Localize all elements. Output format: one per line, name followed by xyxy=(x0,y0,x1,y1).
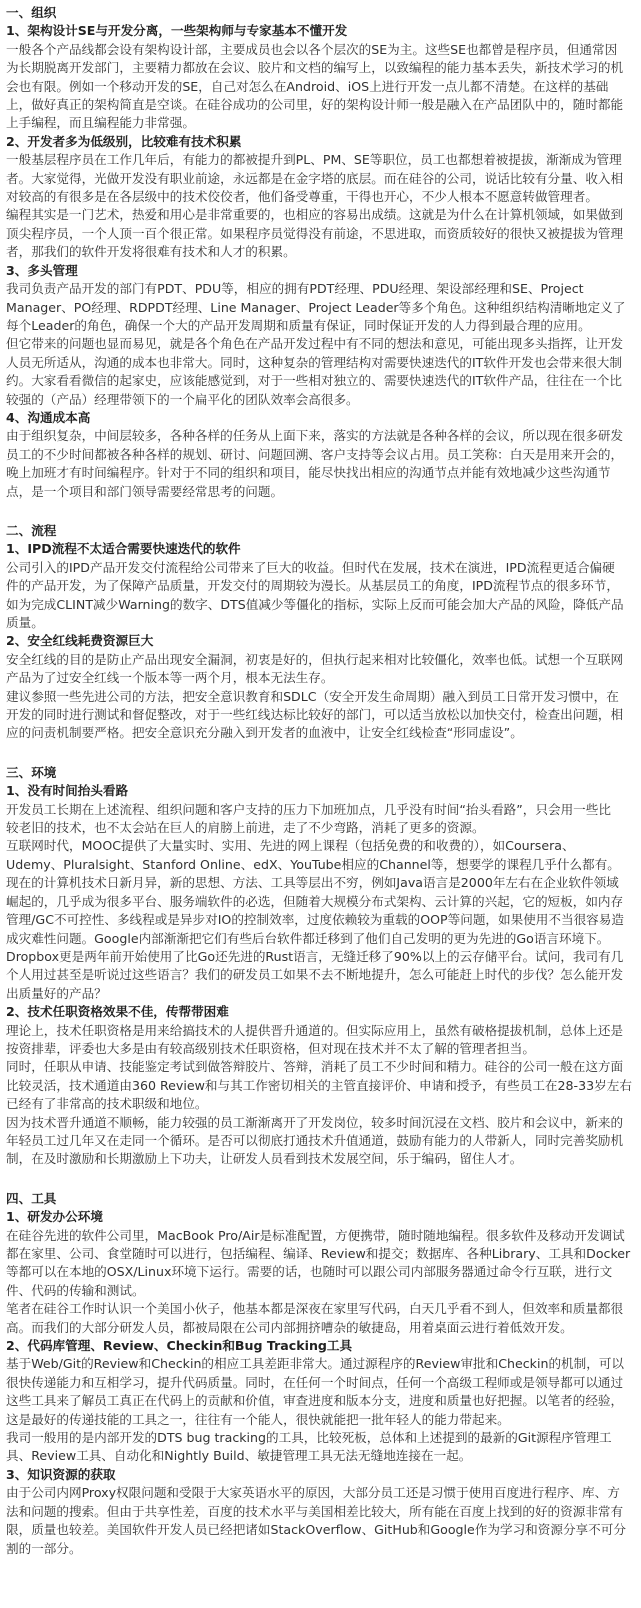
paragraph-line: 同时，任职从申请、技能鉴定考试到做答辩胶片、答辩，消耗了员工不少时间和精力。硅谷的公司一般在这方面 xyxy=(6,1059,624,1075)
paragraph-line: 成灾难性问题。Google内部渐渐把它们有些后台软件都迁移到了他们自己发明的更为先进的Go语言环境下。 xyxy=(6,930,610,946)
paragraph-line: 较强的（产品）经理带领下的一个扁平化的团队效率会高很多。 xyxy=(6,391,359,407)
paragraph-line: 在硅谷先进的软件公司里，MacBook Pro/Air是标准配置，方便携带，随时随地编程。很多软件及移动开发调试 xyxy=(6,1227,625,1243)
paragraph-line: 这是最好的传递技能的工具之一，往往有一个能人，很快就能把一批年轻人的能力带起来。 xyxy=(6,1411,510,1427)
paragraph-line: 公司引入的IPD产品开发交付流程给公司带来了巨大的收益。但时代在发展，技术在演进，IPD流程更适合偏硬 xyxy=(6,559,615,575)
paragraph-line: 崛起的，几乎成为很多平台、服务端软件的必选，但随着大规模分布式架构、云计算的兴起，它的短板，如内存 xyxy=(6,893,624,909)
subsection-heading: 2、安全红线耗费资源巨大 xyxy=(6,633,154,649)
paragraph-line: 晚上加班才有时间编程序。针对于不同的组织和项目，能尽快找出相应的沟通节点并能有效地减少这些沟通节 xyxy=(6,465,611,481)
paragraph-line: 笔者在硅谷工作时认识一个美国小伙子，他基本都是深夜在家里写代码，白天几乎看不到人，但效率和质量都很 xyxy=(6,1301,624,1317)
paragraph-line: 一般各个产品线都会设有架构设计部，主要成员也会以各个层次的SE为主。这些SE也都曾是程序员，但通常因 xyxy=(6,41,618,57)
section-title: 一、组织 xyxy=(6,5,57,20)
paragraph-line: 都在家里、公司、食堂随时可以进行，包括编程、编译、Review和提交；数据库、各种Library、工具和Docker xyxy=(6,1246,631,1261)
subsection-heading: 4、沟通成本高 xyxy=(6,409,91,425)
paragraph-line: 点，是一个项目和部门领导需要经常思考的问题。 xyxy=(6,483,284,499)
paragraph-line: 每个Leader的角色，确保一个大的产品开发周期和质量有保证，同时保证开发的人力得到最合理的应用。 xyxy=(6,317,591,333)
paragraph-line: Manager、PO经理、RDPDT经理、Line Manager、Project Leader等多个角色。这种组织结构清晰地定义了 xyxy=(6,299,626,315)
paragraph-line: 质量。 xyxy=(6,615,44,630)
paragraph-line: 上，做好真正的架构简直是空谈。在硅谷成功的公司里，好的架构设计师一般是融入在产品团队中的，随时都能 xyxy=(6,97,624,113)
paragraph-line: 会也有限。例如一个移动开发的SE，自己对怎么在Android、iOS上进行开发一点儿都不清楚。在这样的基础 xyxy=(6,78,609,94)
paragraph-line: 编程其实是一门艺术，热爱和用心是非常重要的，也相应的容易出成绩。这就是为什么在计算机领域，如果做到 xyxy=(6,207,624,223)
paragraph-line: 较老旧的技术，也不太会站在巨人的肩膀上前进，走了不少弯路，消耗了更多的资源。 xyxy=(6,820,485,836)
subsection-heading: 1、IPD流程不太适合需要快速迭代的软件 xyxy=(6,541,241,557)
paragraph-line: 互联网时代，MOOC提供了大量实时、实用、先进的网上课程（包括免费的和收费的），如Coursera、 xyxy=(6,838,575,854)
paragraph-line: 安全红线的目的是防止产品出现安全漏洞，初衷是好的，但执行起来相对比较僵化，效率也低。试想一个互联网 xyxy=(6,651,624,667)
section-title: 三、环境 xyxy=(6,764,57,780)
paragraph-line: 员工的不少时间都被各种各样的规划、研讨、问题回溯、客户支持等会议占用。员工笑称：白天是用来开会的， xyxy=(6,446,624,462)
paragraph-line: 比较灵活，技术通道由360 Review和与其工作密切相关的主管直接评价、申请和授予，有些员工在28-33岁左右 xyxy=(6,1077,632,1093)
paragraph-line: 高。而我们的大部分研发人员，都被局限在公司内部拥挤嘈杂的敏捷岛，用着桌面云进行着低效开发。 xyxy=(6,1319,573,1335)
paragraph-line: 建议参照一些先进公司的方法，把安全意识教育和SDLC（安全开发生命周期）融入到员工日常开发习惯中，在 xyxy=(6,688,619,704)
subsection-heading: 1、架构设计SE与开发分离，一些架构师与专家基本不懂开发 xyxy=(6,23,348,39)
paragraph-line: 但它带来的问题也显而易见，就是各个角色在产品开发过程中有不同的想法和意见，可能出现多头指挥，让开发 xyxy=(6,336,624,352)
paragraph-line: Udemy、Pluralsight、Stanford Online、edX、YouTube相应的Channel等，想要学的课程几乎什么都有。 xyxy=(6,856,620,872)
paragraph-line: 为长期脱离开发部门，主要精力都放在会议、胶片和文档的编写上，以致编程的能力基本丢失，新技术学习的机 xyxy=(6,60,624,76)
paragraph-line: 者，那我们的软件开发将很难有技术和人才的积累。 xyxy=(6,244,296,260)
subsection-heading: 1、研发办公环境 xyxy=(6,1209,103,1225)
paragraph-line: 限，质量也较差。美国软件开发人员已经把诸如StackOverflow、GitHub和Google作为学习和资源分享不可分 xyxy=(6,1522,626,1538)
paragraph-line: 件的产品开发，为了保障产品质量，开发交付的周期较为漫长。从基层员工的角度，IPD流程节点的很多环节， xyxy=(6,578,619,594)
paragraph-line: 上手编程，而且编程能力非常强。 xyxy=(6,115,195,131)
paragraph-line: 等都可以在本地的OSX/Linux环境下运行。需要的话，也随时可以跟公司内部服务器通过命令行互联，进行文 xyxy=(6,1264,613,1280)
paragraph-line: 人员无所适从，沟通的成本也非常大。同时，这种复杂的管理结构对需要快速迭代的IT软件开发也会带来很大制 xyxy=(6,354,622,370)
subsection-heading: 3、多头管理 xyxy=(6,262,78,278)
section xyxy=(6,1190,635,1558)
paragraph-line: 因为技术晋升通道不顺畅，能力较强的员工渐渐离开了开发岗位，较多时间沉浸在文档、胶片和会议中，新来的 xyxy=(6,1114,624,1130)
paragraph-line: 具、Review工具、自动化和Nightly Build、敏捷管理工具无法无缝地连接在一起。 xyxy=(6,1448,472,1464)
paragraph-line: 顶尖程序员，一个人顶一百个很正常。如果程序员觉得没有前途，不思进取，而资质较好的很快又被提拔为管理 xyxy=(6,225,624,241)
paragraph-line: 年轻员工过几年又在走同一个循环。是否可以彻底打通技术升值通道，鼓励有能力的人带新人，同时完善奖励机 xyxy=(6,1132,624,1148)
paragraph-line: 基于Web/Git的Review和Checkin的相应工具差距非常大。通过源程序的Review审批和Checkin的机制，可以 xyxy=(6,1356,625,1372)
section-title: 二、流程 xyxy=(6,522,57,538)
paragraph-line: 开发员工长期在上述流程、组织问题和客户支持的压力下加班加点，几乎没有时间“抬头看路”，只会用一些比 xyxy=(6,801,611,817)
paragraph-line: 应的问责机制要严格。把安全意识充分融入到开发者的血液中，让安全红线检查“形同虚设”。 xyxy=(6,725,523,741)
paragraph-line: 现在的计算机技术日新月异，新的思想、方法、工具等层出不穷，例如Java语言是2000年左右在企业软件领域 xyxy=(6,875,619,891)
paragraph-line: 个人用过甚至是听说过这些语言？我们的研发员工如果不去不断地提升，怎么可能赶上时代的步伐？怎么能开发 xyxy=(6,967,624,983)
subsection-heading: 3、知识资源的获取 xyxy=(6,1466,116,1482)
paragraph-line: 法和问题的搜索。但由于共享性差，百度的技术水平与美国相差比较大，所有能在百度上找到的好的资源非常有 xyxy=(6,1503,624,1519)
section xyxy=(6,4,635,501)
paragraph-line: 由于公司内网Proxy权限问题和受限于大家英语水平的原因，大部分员工还是习惯于使用百度进行程序、库、方 xyxy=(6,1485,620,1501)
paragraph-line: 件、代码的传输和测试。 xyxy=(6,1282,145,1298)
paragraph-line: 管理/GC不可控性、多线程或是异步对IO的控制效率，过度依赖较为重载的OOP等问题，如果使用不当很容易造 xyxy=(6,912,624,928)
paragraph-line: 者。大家觉得，光做开发没有职业前途，永远都是在金字塔的底层。而在硅谷的公司，说话比较有分量、收入相 xyxy=(6,170,624,186)
paragraph-line: 这些工具来了解员工真正在代码上的贡献和价值，审查进度和版本分支，进度和质量也好把握。以笔者的经验， xyxy=(6,1393,624,1409)
section-title: 四、工具 xyxy=(6,1190,57,1206)
subsection-heading: 1、没有时间抬头看路 xyxy=(6,783,129,799)
paragraph-line: 割的一部分。 xyxy=(6,1540,82,1556)
paragraph-line: 制，在及时激励和长期激励上下功夫，让研发人员看到技术发展空间，乐于编码，留住人才。 xyxy=(6,1151,523,1167)
paragraph-line: 我司一般用的是内部开发的DTS bug tracking的工具，比较死板，总体和上述提到的最新的Git源程序管理工 xyxy=(6,1430,612,1446)
paragraph-line: 一般基层程序员在工作几年后，有能力的都被提升到PL、PM、SE等职位，员工也都想着被提拔，渐渐成为管理 xyxy=(6,152,622,168)
paragraph-line: 约。大家看看微信的起家史，应该能感觉到，对于一些相对独立的、需要快速迭代的IT软件产品，往往在一个比 xyxy=(6,373,622,389)
section xyxy=(6,764,635,1169)
paragraph-line: 开发的同时进行测试和督促整改，对于一些红线达标比较好的部门，可以适当放松以加快交付，检查出问题，相 xyxy=(6,707,624,723)
paragraph-line: 如为完成CLINT减少Warning的数字、DTS值减少等僵化的指标，实际上反而可能会加大产品的风险，降低产品 xyxy=(6,596,624,612)
paragraph-line: 已经有了非常高的技术职级和地位。 xyxy=(6,1096,208,1112)
paragraph-line: 产品为了过安全红线一个版本等一两个月，根本无法生存。 xyxy=(6,670,334,686)
paragraph-line: 按资排辈，评委也大多是由有较高级别技术任职资格，但对现在技术并不太了解的管理者担当。 xyxy=(6,1040,535,1056)
subsection-heading: 2、技术任职资格效果不佳，传帮带困难 xyxy=(6,1004,229,1020)
section xyxy=(6,522,635,743)
paragraph-line: 我司负责产品开发的部门有PDT、PDU等，相应的拥有PDT经理、PDU经理、架设部经理和SE、Project xyxy=(6,281,584,297)
paragraph-line: 对较高的有很多是在各层级中的技术佼佼者，他们备受尊重，干得也开心，不少人根本不愿意转做管理者。 xyxy=(6,189,598,205)
paragraph-line: 理论上，技术任职资格是用来给搞技术的人提供晋升通道的。但实际应用上，虽然有破格提拔机制，总体上还是 xyxy=(6,1022,624,1038)
paragraph-line: 由于组织复杂，中间层较多，各种各样的任务从上面下来，落实的方法就是各种各样的会议，所以现在很多研发 xyxy=(6,428,624,444)
subsection-heading: 2、代码库管理、Review、Checkin和Bug Tracking工具 xyxy=(6,1338,353,1354)
paragraph-line: 出质量好的产品？ xyxy=(6,985,107,1001)
subsection-heading: 2、开发者多为低级别，比较难有技术积累 xyxy=(6,133,242,149)
paragraph-line: 很快传递能力和互相学习，提升代码质量。同时，在任何一个时间点，任何一个高级工程师或是领导都可以通过 xyxy=(6,1374,624,1390)
paragraph-line: Dropbox更是两年前开始使用了比Go还先进的Rust语言，无缝迁移了90%以上的云存储平台。试问，我司有几 xyxy=(6,948,624,964)
